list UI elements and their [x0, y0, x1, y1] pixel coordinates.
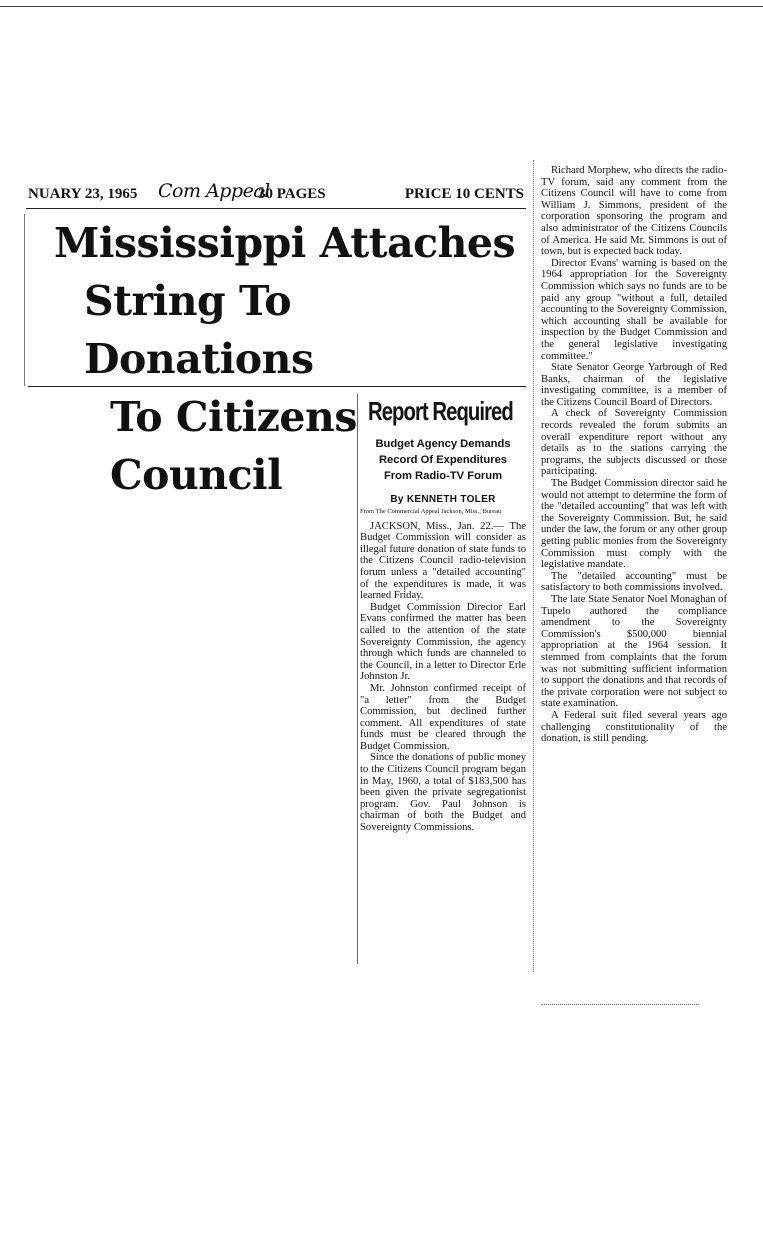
paragraph: The Budget Commission director said he would not attempt to determine the form of the "detailed accounting" that was left with the Sovereignty Commission. But, he said under the law, the forum or any other group getting public monies from the Sovereignty Commission must comply with the legislative mandate. [541, 478, 727, 571]
column-end-rule [541, 1004, 699, 1005]
byline: By KENNETH TOLER [390, 494, 496, 505]
headline-line-1: Mississippi Attaches [54, 219, 516, 267]
headline-line-2: String To Donations [84, 277, 314, 383]
paragraph: Budget Commission Director Earl Evans confirmed the matter has been called to the attention of the state Sovereignty Commission, the agency through which funds are channeled to the Council, in a letter to Director Erle Johnston Jr. [360, 601, 526, 683]
page-top-rule [0, 6, 763, 7]
paragraph: State Senator George Yarbrough of Red Banks, chairman of the legislative investigating committee, is a member of the Citizens Council Board of Directors. [541, 362, 727, 408]
dateline [28, 180, 524, 206]
paragraph: Since the donations of public money to the Citizens Council program began in May, 1960, a total of $183,500 has been given the private segregationist program. Gov. Paul Johnson is chairman of both the Budget and Sovereignty Commissions. [360, 752, 526, 834]
column-rule-1 [357, 394, 358, 964]
dateline-rule [26, 208, 526, 209]
deck [360, 436, 526, 484]
deck-line-1: Budget Agency Demands [375, 438, 511, 450]
article-column-1 [360, 394, 526, 834]
paragraph: JACKSON, Miss., Jan. 22.— The Budget Commission will consider as illegal future donation of state funds to the Citizens Council radio-television forum unless a "detailed accounting" of the expenditures is made, it was learned Friday. [360, 520, 526, 602]
deck-line-2: Record Of Expenditures [378, 454, 508, 466]
handwritten-source-note: Com Appeal [158, 180, 270, 202]
deck-line-3: From Radio-TV Forum [383, 470, 503, 482]
page-count: 30 PAGES [258, 186, 326, 202]
issue-date: NUARY 23, 1965 [28, 186, 138, 202]
column-rule-left [24, 214, 25, 386]
headline-line-3: To Citizens Council [110, 393, 357, 499]
paragraph: Mr. Johnston confirmed receipt of "a letter" from the Budget Commission, but declined further comment. All expenditures of state funds must be cleared through the Budget Commission. [360, 682, 526, 752]
paragraph: Director Evans' warning is based on the 1964 appropriation for the Sovereignty Commission which says no funds are to be paid any group "without a full, detailed accounting to the Sovereignty Commission, which accounting shall be available for inspection by the Budget Commission and the general legislative investigating committee." [541, 257, 727, 362]
paragraph: A check of Sovereignty Commission records revealed the forum submits an overall expenditure report without any details as to the stations carrying the programs, the subjects discussed or those participating. [541, 408, 727, 478]
headline-rule [28, 386, 526, 387]
article-column-2 [541, 165, 727, 745]
paragraph: The late State Senator Noel Monaghan of Tupelo authored the compliance amendment to the Sovereignty Commission's $500,000 biennial appropriation at the 1964 session. It stemmed from complaints that the forum was not submitting sufficient information to support the donations and that records of the private corporation were not subject to state examination. [541, 593, 727, 710]
price: PRICE 10 CENTS [404, 186, 524, 202]
column-rule-2 [533, 160, 534, 972]
paragraph: The "detailed accounting" must be satisfactory to both commissions involved. [541, 570, 727, 594]
paragraph: A Federal suit filed several years ago challenging constitutionality of the donation, is still pending. [541, 709, 727, 745]
source-credit: From The Commercial Appeal Jackson, Miss., Bureau [360, 507, 502, 515]
subhead: Report Required [368, 396, 513, 426]
paragraph: Richard Morphew, who directs the radio-TV forum, said any comment from the Citizens Council will have to come from William J. Simmons, president of the corporation sponsoring the program and also administrator of the Citizens Councils of America. He said Mr. Simmons is out of town, but is expected back today. [541, 165, 727, 258]
